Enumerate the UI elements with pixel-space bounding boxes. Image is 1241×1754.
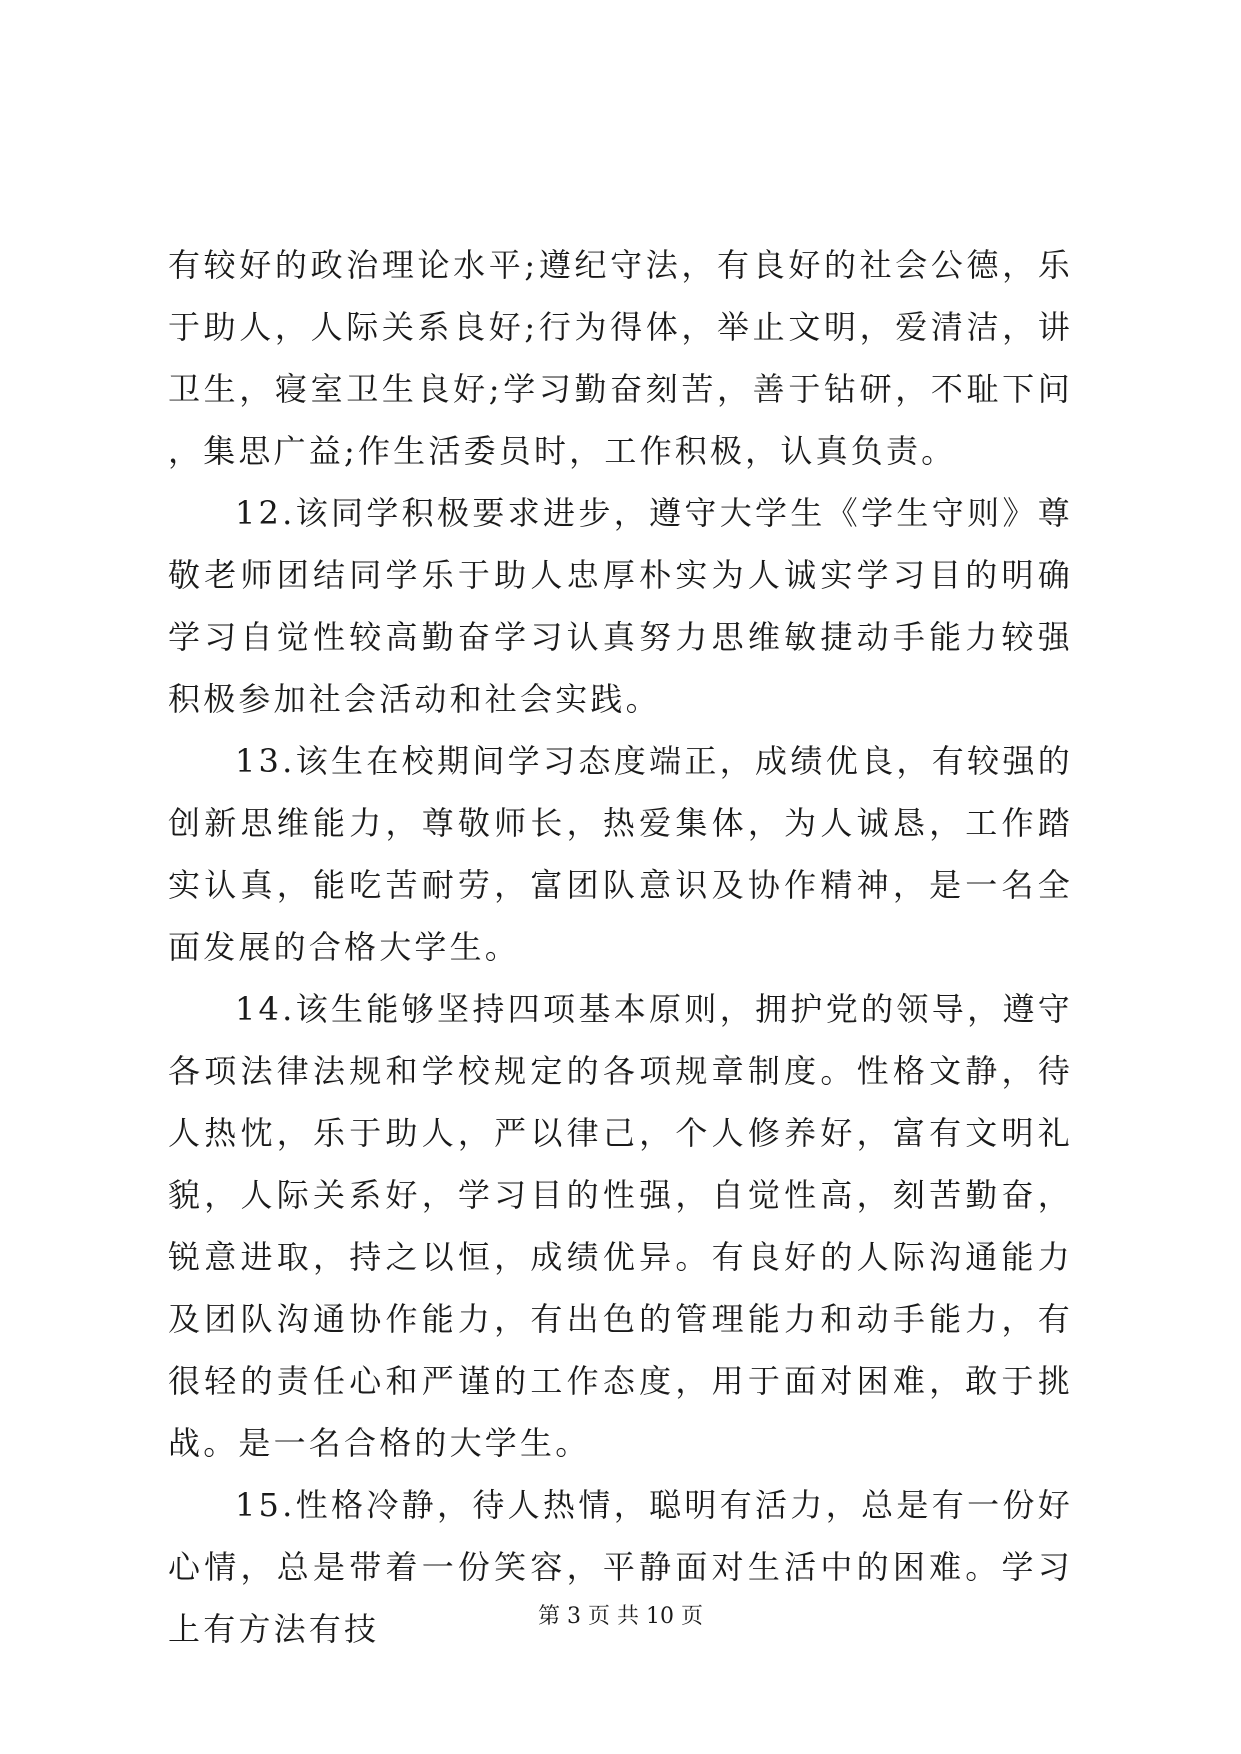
paragraph-13: 13.该生在校期间学习态度端正，成绩优良，有较强的创新思维能力，尊敬师长，热爱集体，为人诚恳，工作踏实认真，能吃苦耐劳，富团队意识及协作精神，是一名全面发展的合格大学生。	[168, 742, 1073, 966]
paragraph-continued: 有较好的政治理论水平;遵纪守法，有良好的社会公德，乐于助人，人际关系良好;行为得体，举止文明，爱清洁，讲卫生，寝室卫生良好;学习勤奋刻苦，善于钻研，不耻下问，集思广益;作生活委员时，工作积极，认真负责。	[168, 246, 1073, 470]
paragraph-14: 14.该生能够坚持四项基本原则，拥护党的领导，遵守各项法律法规和学校规定的各项规章制度。性格文静，待人热忱，乐于助人，严以律己，个人修养好，富有文明礼貌，人际关系好，学习目的性强，自觉性高，刻苦勤奋，锐意进取，持之以恒，成绩优异。有良好的人际沟通能力及团队沟通协作能力，有出色的管理能力和动手能力，有很轻的责任心和严谨的工作态度，用于面对困难，敢于挑战。是一名合格的大学生。	[168, 990, 1073, 1462]
paragraph-12: 12.该同学积极要求进步，遵守大学生《学生守则》尊敬老师团结同学乐于助人忠厚朴实为人诚实学习目的明确学习自觉性较高勤奋学习认真努力思维敏捷动手能力较强积极参加社会活动和社会实践。	[168, 494, 1073, 718]
page-number-footer: 第 3 页 共 10 页	[538, 1604, 703, 1629]
document-body	[168, 234, 1073, 1660]
paragraph-15: 15.性格冷静，待人热情，聪明有活力，总是有一份好心情，总是带着一份笑容，平静面对生活中的困难。学习上有方法有技	[168, 1486, 1073, 1648]
